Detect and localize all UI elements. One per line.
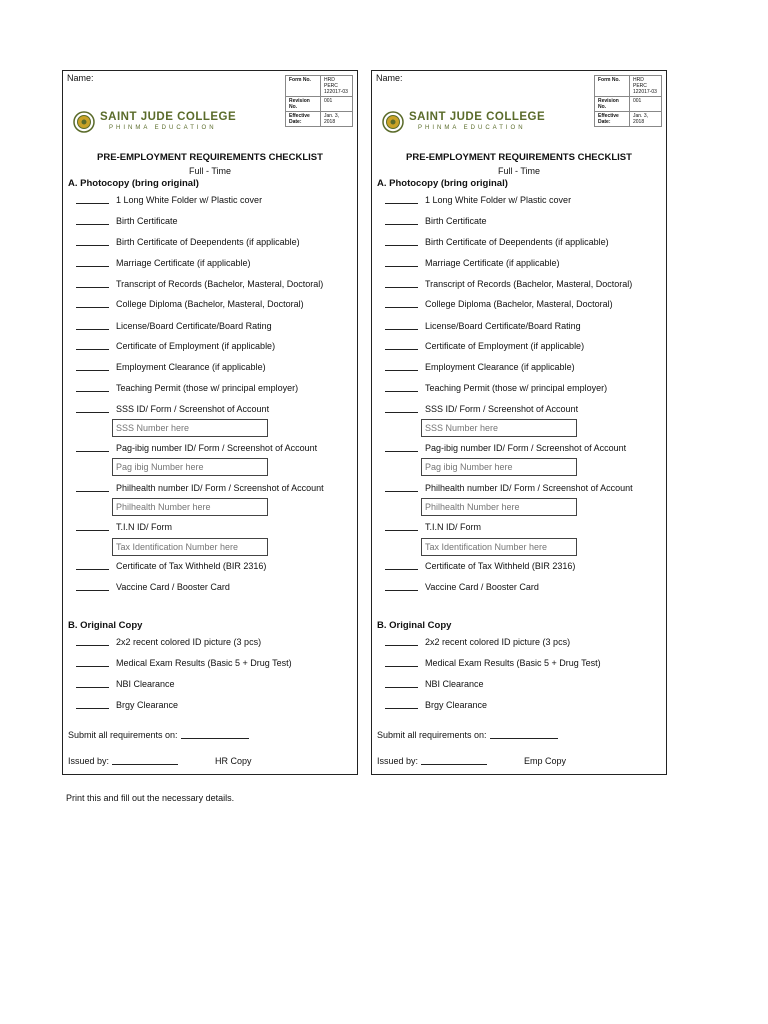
checkmark-blank[interactable]: [385, 391, 418, 392]
checklist-item: Teaching Permit (those w/ principal employer): [385, 383, 607, 393]
checklist-item: License/Board Certificate/Board Rating: [385, 321, 581, 331]
checklist-item: Vaccine Card / Booster Card: [76, 582, 230, 592]
checkmark-blank[interactable]: [76, 666, 109, 667]
form-no-label: Form No.: [286, 76, 321, 97]
tin-number-input[interactable]: [112, 538, 268, 556]
checkmark-blank[interactable]: [76, 412, 109, 413]
checklist-item: Employment Clearance (if applicable): [385, 362, 575, 372]
checklist-item: Transcript of Records (Bachelor, Masteral, Doctoral): [76, 279, 323, 289]
name-label: Name:: [376, 73, 403, 83]
checkmark-blank[interactable]: [385, 245, 418, 246]
checklist-item: SSS ID/ Form / Screenshot of Account: [385, 404, 578, 414]
sss-number-input[interactable]: [112, 419, 268, 437]
pagibig-number-input[interactable]: [421, 458, 577, 476]
checkmark-blank[interactable]: [385, 569, 418, 570]
college-logo: [382, 111, 546, 137]
checkmark-blank[interactable]: [385, 287, 418, 288]
checklist-item: NBI Clearance: [76, 679, 175, 689]
checklist-item: Birth Certificate: [385, 216, 487, 226]
college-logo: [73, 111, 237, 137]
checkmark-blank[interactable]: [385, 224, 418, 225]
checkmark-blank[interactable]: [76, 590, 109, 591]
checklist-item: Transcript of Records (Bachelor, Masteral, Doctoral): [385, 279, 632, 289]
checkmark-blank[interactable]: [76, 569, 109, 570]
checklist-item: Pag-ibig number ID/ Form / Screenshot of Account: [76, 443, 317, 453]
submit-date-line: Submit all requirements on:: [68, 730, 249, 740]
checkmark-blank[interactable]: [385, 451, 418, 452]
revision-label: Revision No.: [595, 97, 630, 112]
print-instruction: Print this and fill out the necessary details.: [66, 793, 235, 803]
submit-date-blank[interactable]: [181, 738, 249, 739]
effective-date-label: Effective Date:: [595, 112, 630, 127]
checklist-item: License/Board Certificate/Board Rating: [76, 321, 272, 331]
copy-type-label: HR Copy: [215, 756, 252, 766]
submit-date-blank[interactable]: [490, 738, 558, 739]
checklist-item: Pag-ibig number ID/ Form / Screenshot of Account: [385, 443, 626, 453]
form-title: PRE-EMPLOYMENT REQUIREMENTS CHECKLIST: [406, 152, 632, 163]
sss-number-input[interactable]: [421, 419, 577, 437]
college-subtitle: PHINMA EDUCATION: [109, 125, 217, 131]
form-no-value: HRD PERC 122017-03: [630, 76, 662, 97]
philhealth-number-input[interactable]: [112, 498, 268, 516]
checkmark-blank[interactable]: [385, 349, 418, 350]
checklist-item: Philhealth number ID/ Form / Screenshot of Account: [76, 483, 324, 493]
checklist-item: Certificate of Tax Withheld (BIR 2316): [385, 561, 575, 571]
checklist-item: Birth Certificate of Deependents (if applicable): [76, 237, 300, 247]
checklist-item: Brgy Clearance: [385, 700, 487, 710]
checkmark-blank[interactable]: [385, 491, 418, 492]
checkmark-blank[interactable]: [76, 245, 109, 246]
checkmark-blank[interactable]: [76, 708, 109, 709]
checkmark-blank[interactable]: [385, 203, 418, 204]
checkmark-blank[interactable]: [76, 530, 109, 531]
checkmark-blank[interactable]: [385, 307, 418, 308]
college-subtitle: PHINMA EDUCATION: [418, 125, 526, 131]
checklist-item: Teaching Permit (those w/ principal employer): [76, 383, 298, 393]
form-subtitle: Full - Time: [497, 166, 540, 176]
checklist-item: 1 Long White Folder w/ Plastic cover: [76, 195, 262, 205]
document-control-table: [594, 75, 662, 127]
checklist-item: Certificate of Employment (if applicable): [385, 341, 584, 351]
revision-label: Revision No.: [286, 97, 321, 112]
name-label: Name:: [67, 73, 94, 83]
checkmark-blank[interactable]: [76, 491, 109, 492]
college-name: SAINT JUDE COLLEGE: [100, 111, 237, 123]
checkmark-blank[interactable]: [385, 666, 418, 667]
checkmark-blank[interactable]: [385, 266, 418, 267]
effective-date-label: Effective Date:: [286, 112, 321, 127]
checkmark-blank[interactable]: [76, 391, 109, 392]
checklist-item: Vaccine Card / Booster Card: [385, 582, 539, 592]
tin-number-input[interactable]: [421, 538, 577, 556]
submit-date-line: Submit all requirements on:: [377, 730, 558, 740]
checkmark-blank[interactable]: [385, 645, 418, 646]
issued-by-line: Issued by:: [377, 756, 487, 766]
college-seal-icon: [382, 111, 404, 133]
checklist-form-employee-copy: [371, 70, 667, 775]
form-no-value: HRD PERC 122017-03: [321, 76, 353, 97]
form-subtitle: Full - Time: [188, 166, 231, 176]
checkmark-blank[interactable]: [76, 687, 109, 688]
issued-by-blank[interactable]: [112, 764, 178, 765]
checklist-item: Medical Exam Results (Basic 5 + Drug Test): [76, 658, 292, 668]
form-title: PRE-EMPLOYMENT REQUIREMENTS CHECKLIST: [97, 152, 323, 163]
checklist-item: SSS ID/ Form / Screenshot of Account: [76, 404, 269, 414]
college-name: SAINT JUDE COLLEGE: [409, 111, 546, 123]
checkmark-blank[interactable]: [76, 451, 109, 452]
checklist-item: Marriage Certificate (if applicable): [385, 258, 560, 268]
checkmark-blank[interactable]: [385, 329, 418, 330]
issued-by-blank[interactable]: [421, 764, 487, 765]
checkmark-blank[interactable]: [76, 224, 109, 225]
section-b-heading: B. Original Copy: [68, 620, 143, 631]
checklist-item: College Diploma (Bachelor, Masteral, Doctoral): [76, 299, 304, 309]
issued-by-line: Issued by:: [68, 756, 178, 766]
pagibig-number-input[interactable]: [112, 458, 268, 476]
checkmark-blank[interactable]: [385, 708, 418, 709]
checklist-item: Certificate of Employment (if applicable): [76, 341, 275, 351]
checkmark-blank[interactable]: [76, 266, 109, 267]
checklist-item: Marriage Certificate (if applicable): [76, 258, 251, 268]
checklist-item: 1 Long White Folder w/ Plastic cover: [385, 195, 571, 205]
checkmark-blank[interactable]: [385, 412, 418, 413]
checkmark-blank[interactable]: [385, 530, 418, 531]
checkmark-blank[interactable]: [76, 329, 109, 330]
checklist-item: T.I.N ID/ Form: [76, 522, 172, 532]
checkmark-blank[interactable]: [76, 349, 109, 350]
checklist-item: T.I.N ID/ Form: [385, 522, 481, 532]
checklist-item: Employment Clearance (if applicable): [76, 362, 266, 372]
philhealth-number-input[interactable]: [421, 498, 577, 516]
checklist-item: 2x2 recent colored ID picture (3 pcs): [76, 637, 261, 647]
revision-value: 001: [630, 97, 662, 112]
checkmark-blank[interactable]: [385, 687, 418, 688]
checkmark-blank[interactable]: [385, 590, 418, 591]
section-a-heading: A. Photocopy (bring original): [68, 178, 199, 189]
section-b-heading: B. Original Copy: [377, 620, 452, 631]
checklist-item: College Diploma (Bachelor, Masteral, Doctoral): [385, 299, 613, 309]
checkmark-blank[interactable]: [76, 645, 109, 646]
checklist-item: Medical Exam Results (Basic 5 + Drug Test): [385, 658, 601, 668]
checklist-item: 2x2 recent colored ID picture (3 pcs): [385, 637, 570, 647]
checklist-item: Birth Certificate: [76, 216, 178, 226]
revision-value: 001: [321, 97, 353, 112]
checklist-item: Birth Certificate of Deependents (if applicable): [385, 237, 609, 247]
checkmark-blank[interactable]: [76, 287, 109, 288]
document-control-table: [285, 75, 353, 127]
checkmark-blank[interactable]: [385, 370, 418, 371]
checklist-item: Philhealth number ID/ Form / Screenshot of Account: [385, 483, 633, 493]
checklist-item: Brgy Clearance: [76, 700, 178, 710]
college-seal-icon: [73, 111, 95, 133]
copy-type-label: Emp Copy: [524, 756, 567, 766]
checkmark-blank[interactable]: [76, 307, 109, 308]
checklist-item: NBI Clearance: [385, 679, 484, 689]
effective-date-value: Jan. 3, 2018: [321, 112, 353, 127]
effective-date-value: Jan. 3, 2018: [630, 112, 662, 127]
checklist-form-hr-copy: [62, 70, 358, 775]
section-a-heading: A. Photocopy (bring original): [377, 178, 508, 189]
checklist-item: Certificate of Tax Withheld (BIR 2316): [76, 561, 266, 571]
form-no-label: Form No.: [595, 76, 630, 97]
checkmark-blank[interactable]: [76, 370, 109, 371]
checkmark-blank[interactable]: [76, 203, 109, 204]
